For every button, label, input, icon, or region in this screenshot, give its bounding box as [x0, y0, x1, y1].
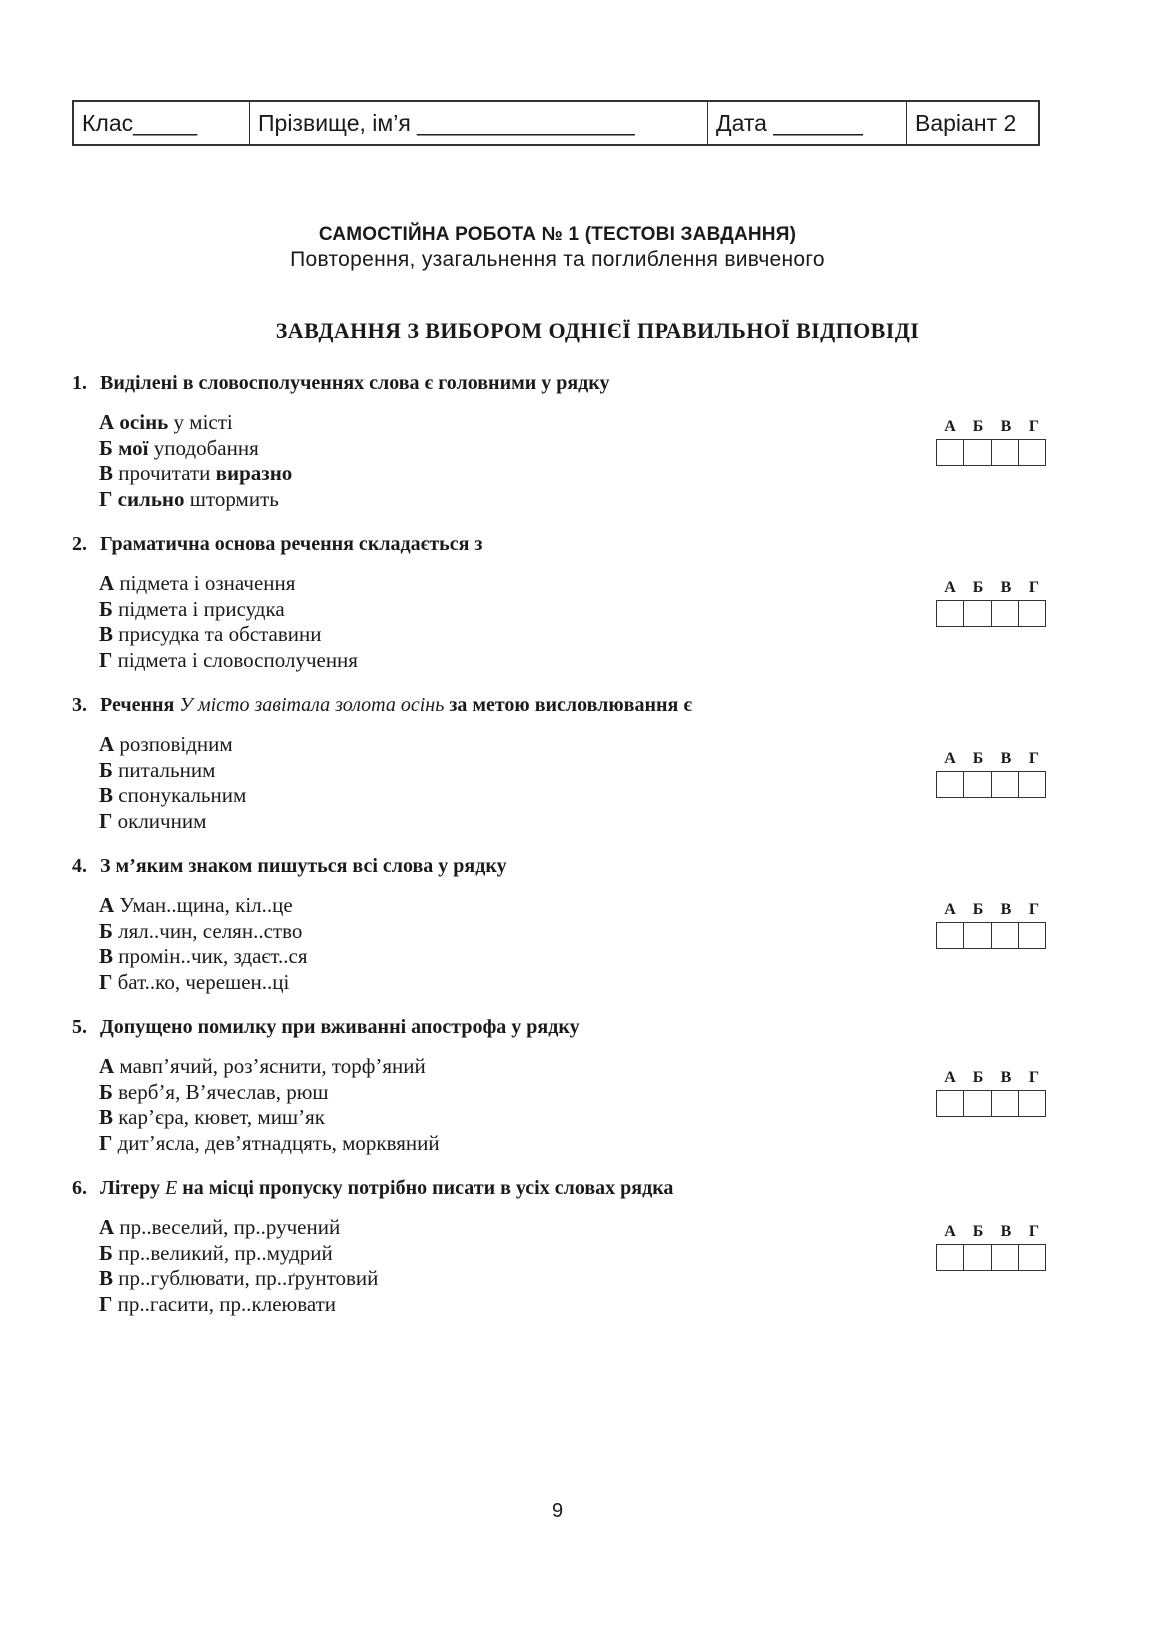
answer-box-g[interactable]	[1019, 601, 1045, 626]
answer-box-v[interactable]	[992, 1245, 1019, 1270]
option-v: В кар’єра, кювет, миш’як	[99, 1105, 325, 1129]
answer-box-a[interactable]	[937, 772, 964, 797]
student-info-table	[72, 100, 1040, 146]
answer-box-a[interactable]	[937, 923, 964, 948]
option-g: Г сильно штормить	[99, 486, 279, 511]
option-b: Б лял..чин, селян..ство	[99, 918, 303, 943]
answer-grid-5: А Б В Г	[936, 1069, 1048, 1117]
option-g: Г дит’ясла, дев’ятнадцять, морквяний	[99, 1130, 440, 1155]
options-list	[72, 1054, 1072, 1156]
variant-label: Варіант 2	[915, 109, 1017, 136]
answer-box-b[interactable]	[964, 772, 991, 797]
question-text: 2. Граматична основа речення складається з	[72, 533, 483, 555]
option-v: В прочитати виразно	[99, 461, 293, 485]
answer-box-b[interactable]	[964, 1091, 991, 1116]
answer-box-b[interactable]	[964, 601, 991, 626]
answer-box-v[interactable]	[992, 923, 1019, 948]
option-b: Б пр..великий, пр..мудрий	[99, 1240, 333, 1265]
option-v: В промін..чик, здаєт..ся	[99, 944, 308, 968]
option-a: А осінь у місті	[99, 410, 233, 434]
option-g: Г підмета і словосполучення	[99, 647, 358, 672]
answer-grid-1: А Б В Г	[936, 418, 1048, 466]
option-g: Г пр..гасити, пр..клеювати	[99, 1291, 337, 1316]
question-1	[72, 370, 1072, 512]
answer-box-v[interactable]	[992, 772, 1019, 797]
answer-box-g[interactable]	[1019, 772, 1045, 797]
question-6	[72, 1175, 1072, 1317]
option-b: Б питальним	[99, 757, 216, 782]
options-list	[72, 1215, 1072, 1317]
work-subtitle: Повторення, узагальнення та поглиблення вивченого	[290, 248, 825, 271]
option-a: А розповідним	[99, 732, 233, 756]
question-2	[72, 531, 1072, 673]
options-list	[72, 571, 1072, 673]
option-g: Г бат..ко, черешен..ці	[99, 969, 290, 994]
option-v: В спонукальним	[99, 783, 247, 807]
option-a: А Уман..щина, кіл..це	[99, 893, 293, 917]
question-text: 5. Допущено помилку при вживанні апострофа у рядку	[72, 1016, 580, 1038]
question-text: 3. Речення У місто завітала золота осінь за метою висловлювання є	[72, 694, 692, 716]
answer-box-b[interactable]	[964, 923, 991, 948]
answer-box-b[interactable]	[964, 1245, 991, 1270]
question-text: 4. З м’яким знаком пишуться всі слова у рядку	[72, 855, 507, 877]
work-title: САМОСТІЙНА РОБОТА № 1 (ТЕСТОВІ ЗАВДАННЯ)	[318, 224, 797, 245]
option-v: В присудка та обставини	[99, 622, 322, 646]
question-5	[72, 1014, 1072, 1156]
answer-box-v[interactable]	[992, 440, 1019, 465]
task-heading: ЗАВДАННЯ З ВИБОРОМ ОДНІЄЇ ПРАВИЛЬНОЇ ВІДПОВІДІ	[275, 318, 920, 343]
page-number: 9	[551, 1500, 564, 1522]
answer-box-g[interactable]	[1019, 1245, 1045, 1270]
answer-grid-4: А Б В Г	[936, 901, 1048, 949]
option-b: Б підмета і присудка	[99, 596, 285, 621]
option-b: Б верб’я, В’ячеслав, рюш	[99, 1079, 329, 1104]
option-v: В пр..гублювати, пр..ґрунтовий	[99, 1266, 379, 1290]
answer-grid-6: А Б В Г	[936, 1223, 1048, 1271]
option-a: А мавп’ячий, роз’яснити, торф’яний	[99, 1054, 426, 1078]
answer-box-g[interactable]	[1019, 1091, 1045, 1116]
answer-box-a[interactable]	[937, 1091, 964, 1116]
answer-grid-2: А Б В Г	[936, 579, 1048, 627]
date-field[interactable]: Дата _______	[708, 102, 907, 144]
question-text: 1. Виділені в словосполученнях слова є головними у рядку	[72, 372, 610, 394]
options-list	[72, 410, 1072, 512]
answer-box-v[interactable]	[992, 1091, 1019, 1116]
option-a: А пр..веселий, пр..ручений	[99, 1215, 341, 1239]
answer-grid-3: А Б В Г	[936, 750, 1048, 798]
options-list	[72, 732, 1072, 834]
question-4	[72, 853, 1072, 995]
option-b: Б мої уподобання	[99, 435, 259, 460]
question-text: 6. Літеру Е на місці пропуску потрібно писати в усіх словах рядка	[72, 1177, 674, 1199]
answer-box-a[interactable]	[937, 1245, 964, 1270]
answer-box-g[interactable]	[1019, 440, 1045, 465]
answer-box-a[interactable]	[937, 601, 964, 626]
class-field[interactable]: Клас_____	[74, 102, 250, 144]
answer-box-v[interactable]	[992, 601, 1019, 626]
name-field[interactable]: Прізвище, ім’я _________________	[250, 102, 708, 144]
option-g: Г окличним	[99, 808, 207, 833]
answer-box-b[interactable]	[964, 440, 991, 465]
answer-box-a[interactable]	[937, 440, 964, 465]
option-a: А підмета і означення	[99, 571, 296, 595]
answer-box-g[interactable]	[1019, 923, 1045, 948]
question-3	[72, 692, 1072, 834]
options-list	[72, 893, 1072, 995]
